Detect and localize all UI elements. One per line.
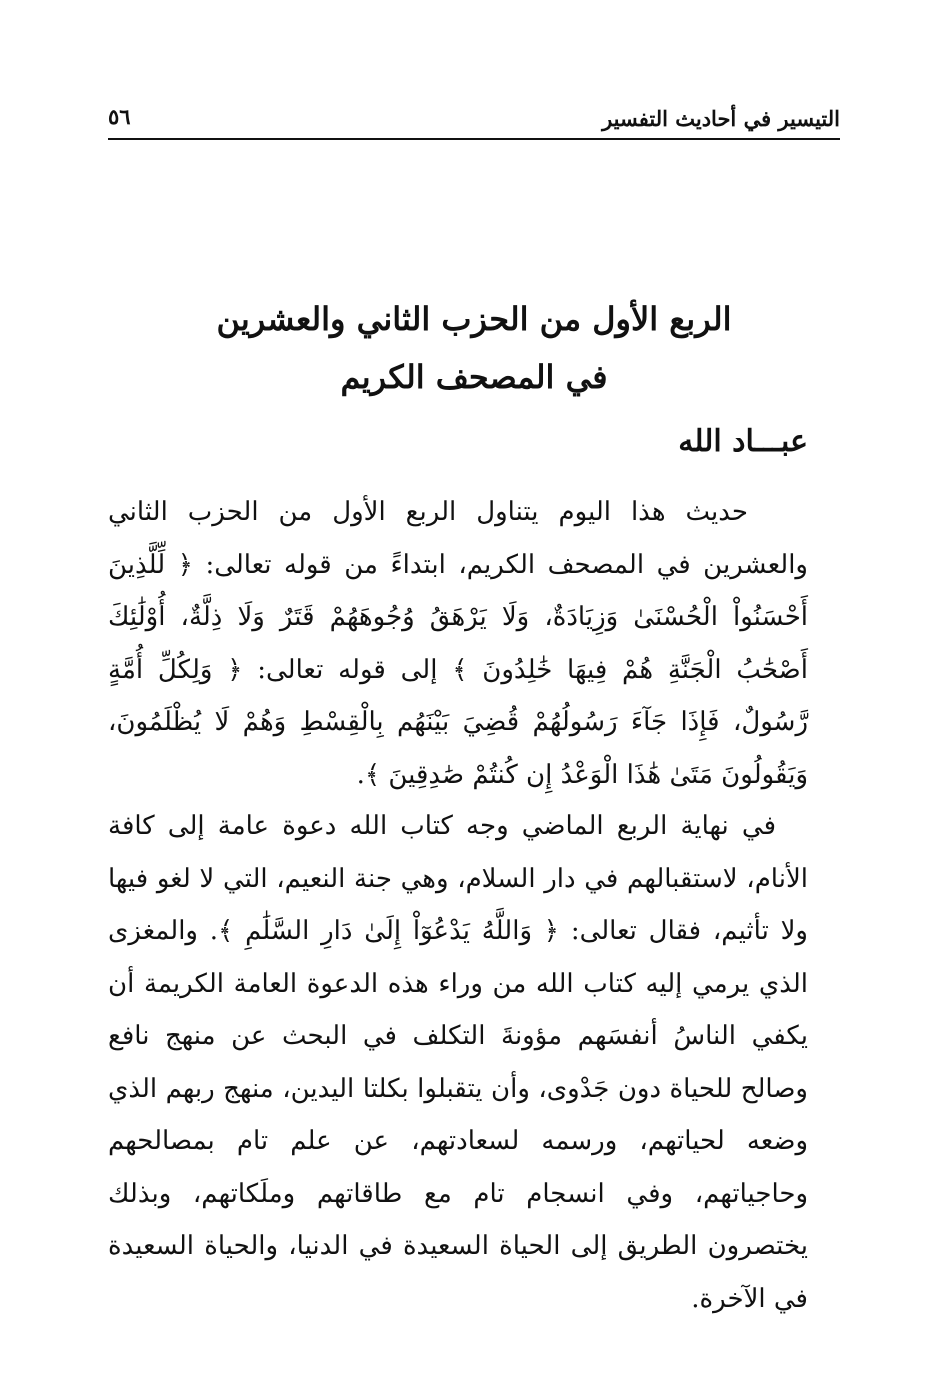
chapter-title-line-1: الربع الأول من الحزب الثاني والعشرين	[216, 300, 732, 338]
paragraph-1-intro: حديث هذا اليوم يتناول الربع الأول من الحزب الثاني والعشرين في المصحف الكريم، ابتداءً من قوله تعالى:	[108, 497, 808, 580]
quran-verse-3: ﴿ وَاللَّهُ يَدْعُوٓاْ إِلَىٰ دَارِ السَّلَٰمِ ﴾	[218, 916, 560, 946]
quran-verse-2: ﴿ وَلِكُلِّ أُمَّةٍ رَّسُولٌ، فَإِذَا جَآءَ رَسُولُهُمْ قُضِيَ بَيْنَهُم بِالْقِسْطِ وَهُمْ لَا يُظْلَمُونَ، وَيَقُولُونَ مَتَىٰ هَٰذَا الْوَعْدُ إِن كُنتُمْ صَٰدِقِينَ ﴾	[108, 654, 808, 790]
paragraph-2-body: . والمغزى الذي يرمي إليه كتاب الله من وراء هذه الدعوة العامة الكريمة أن يكفي الناسُ أنفسَهم مؤونةَ التكلف في البحث عن منهج نافع وصالح للحياة دون جَدْوى، وأن يتقبلوا بكلتا اليدين، منهج ربهم الذي وضعه لحياتهم، ورسمه لسعادتهم، عن علم تام بمصالحهم وحاجياتهم، وفي انسجام تام مع طاقاتهم وملَكاتهم، وبذلك يختصرون الطريق إلى الحياة السعيدة في الدنيا، والحياة السعيدة في الآخرة.	[108, 916, 808, 1314]
chapter-title	[108, 290, 840, 406]
chapter-title-line-2: في المصحف الكريم	[340, 358, 608, 396]
running-title: التيسير في أحاديث التفسير	[602, 106, 840, 131]
paragraph-2-intro: في نهاية الربع الماضي وجه كتاب الله دعوة عامة إلى كافة الأنام، لاستقبالهم في دار السلام، وهي جنة النعيم، التي لا لغو فيها ولا تأثيم، فقال تعالى:	[108, 811, 808, 946]
paragraph-1-middle: إلى قوله تعالى:	[242, 654, 453, 685]
paragraph-1	[108, 486, 808, 801]
page-number: ٥٦	[108, 104, 131, 129]
paragraph-2	[108, 800, 808, 1325]
quran-verse-1: ﴿ لِّلَّذِينَ أَحْسَنُواْ الْحُسْنَىٰ وَزِيَادَةٌ، وَلَا يَرْهَقُ وُجُوهَهُمْ قَتَرٌ وَلَا ذِلَّةٌ، أُوْلَٰئِكَ أَصْحَٰبُ الْجَنَّةِ هُمْ فِيهَا خَٰلِدُونَ ﴾	[108, 549, 808, 685]
running-header	[108, 100, 840, 140]
paragraph-1-end: .	[356, 759, 365, 790]
section-heading: عبـــاد الله	[678, 424, 808, 459]
